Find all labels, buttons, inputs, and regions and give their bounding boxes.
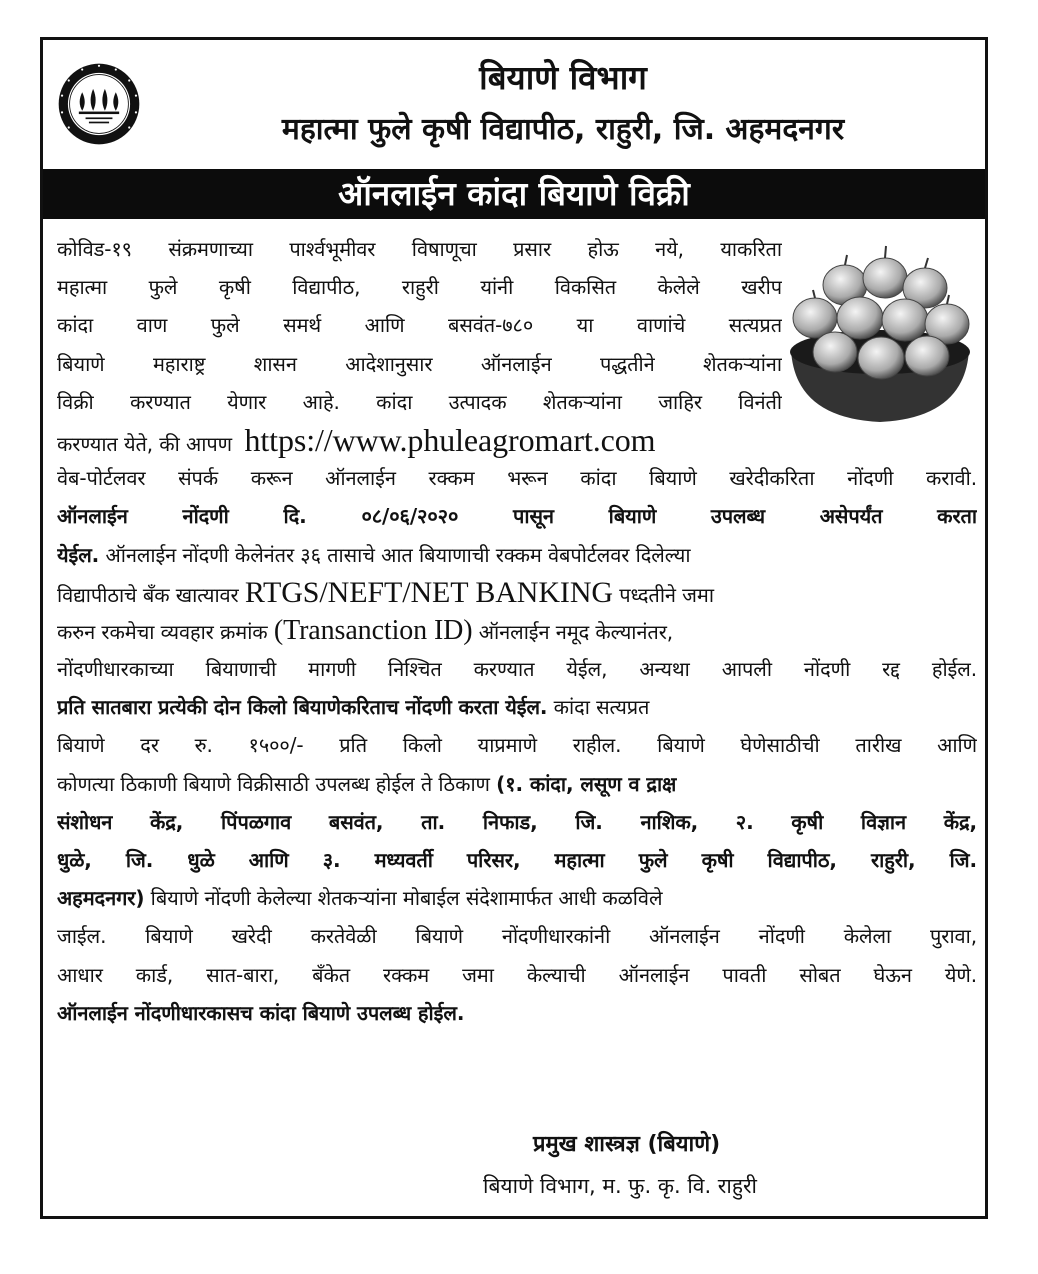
body-line: आधार कार्ड, सात-बारा, बँकेत रक्कम जमा केल्याची ऑनलाईन पावती सोबत घेऊन येणे. — [57, 962, 977, 987]
body-line: बियाणे महाराष्ट्र शासन आदेशानुसार ऑनलाईन पद्धतीने शेतकऱ्यांना — [57, 351, 782, 376]
registration-date-line: ऑनलाईन नोंदणी दि. ०८/०६/२०२० पासून बियाणे उपलब्ध असेपर्यंत करता — [57, 504, 977, 529]
body-line — [57, 536, 977, 574]
bold-text: अहमदनगर) — [57, 886, 145, 911]
body-text: बियाणे नोंदणी केलेल्या शेतकऱ्यांना मोबाईल संदेशामार्फत आधी कळविले — [150, 886, 663, 911]
bold-text: (१. कांदा, लसूण व द्राक्ष — [496, 771, 677, 796]
body-text: कांदा सत्यप्रत — [553, 695, 650, 720]
location-line: संशोधन केंद्र, पिंपळगाव बसवंत, ता. निफाड, जि. नाशिक, २. कृषी विज्ञान केंद्र, — [57, 809, 977, 834]
body-line — [57, 688, 977, 726]
bold-text: प्रति सातबारा प्रत्येकी दोन किलो बियाणेकरिताच नोंदणी करता येईल. — [57, 695, 548, 720]
department-title: बियाणे विभाग — [479, 58, 647, 97]
body-text: कोणत्या ठिकाणी बियाणे विक्रीसाठी उपलब्ध होईल ते ठिकाण — [57, 771, 490, 796]
notice-body — [57, 230, 977, 1032]
body-text: पध्दतीने जमा — [619, 582, 714, 607]
body-text: ऑनलाईन नोंदणी केलेनंतर ३६ तासाचे आत बियाणाची रक्कम वेबपोर्टलवर दिलेल्या — [105, 542, 691, 567]
location-line: धुळे, जि. धुळे आणि ३. मध्यवर्ती परिसर, महात्मा फुले कृषी विद्यापीठ, राहुरी, जि. — [57, 848, 977, 872]
title-banner: ऑनलाईन कांदा बियाणे विक्री — [43, 169, 985, 219]
university-logo — [57, 62, 141, 146]
body-line: महात्मा फुले कृषी विद्यापीठ, राहुरी यांनी विकसित केलेले खरीप — [57, 275, 782, 300]
body-line: बियाणे दर रु. १५००/- प्रति किलो याप्रमाणे राहील. बियाणे घेणेसाठीची तारीख आणि — [57, 733, 977, 758]
body-line: कोविड-१९ संक्रमणाच्या पार्श्वभूमीवर विषाणूचा प्रसार होऊ नये, याकरिता — [57, 237, 782, 261]
body-text: करुन रकमेचा व्यवहार क्रमांक — [57, 619, 268, 644]
body-line: कांदा वाण फुले समर्थ आणि बसवंत-७८० या वाणांचे सत्यप्रत — [57, 313, 782, 338]
closing-line: ऑनलाईन नोंदणीधारकासच कांदा बियाणे उपलब्ध होईल. — [57, 1000, 465, 1025]
bold-text: येईल. — [57, 542, 100, 567]
website-url[interactable]: https://www.phuleagromart.com — [244, 421, 656, 458]
body-line-payment — [57, 574, 977, 612]
body-line-transaction — [57, 612, 977, 650]
signatory-title: प्रमुख शास्त्रज्ञ (बियाणे) — [533, 1132, 721, 1157]
university-name: महात्मा फुले कृषी विद्यापीठ, राहुरी, जि. अहमदनगर — [281, 112, 845, 147]
body-line — [57, 879, 977, 917]
body-line: नोंदणीधारकाच्या बियाणाची मागणी निश्चित करण्यात येईल, अन्यथा आपली नोंदणी रद्द होईल. — [57, 657, 977, 682]
payment-methods: RTGS/NEFT/NET BANKING — [244, 575, 613, 609]
body-text: ऑनलाईन नमूद केल्यानंतर, — [478, 619, 674, 644]
body-line: विक्री करण्यात येणार आहे. कांदा उत्पादक शेतकऱ्यांना जाहिर विनंती — [57, 389, 782, 414]
url-intro-text: करण्यात येते, की आपण — [57, 431, 232, 456]
transaction-id-text: (Transanction ID) — [273, 614, 473, 646]
body-line: वेब-पोर्टलवर संपर्क करून ऑनलाईन रक्कम भरून कांदा बियाणे खरेदीकरिता नोंदणी करावी. — [57, 466, 977, 491]
advertisement-frame — [40, 37, 988, 1219]
body-line: जाईल. बियाणे खरेदी करतेवेळी बियाणे नोंदणीधारकांनी ऑनलाईन नोंदणी केलेला पुरावा, — [57, 924, 977, 949]
body-text: विद्यापीठाचे बँक खात्यावर — [57, 582, 239, 607]
body-line-url — [57, 421, 977, 459]
body-line — [57, 765, 977, 803]
header — [43, 40, 985, 166]
signatory-department: बियाणे विभाग, म. फु. कृ. वि. राहुरी — [483, 1174, 757, 1198]
